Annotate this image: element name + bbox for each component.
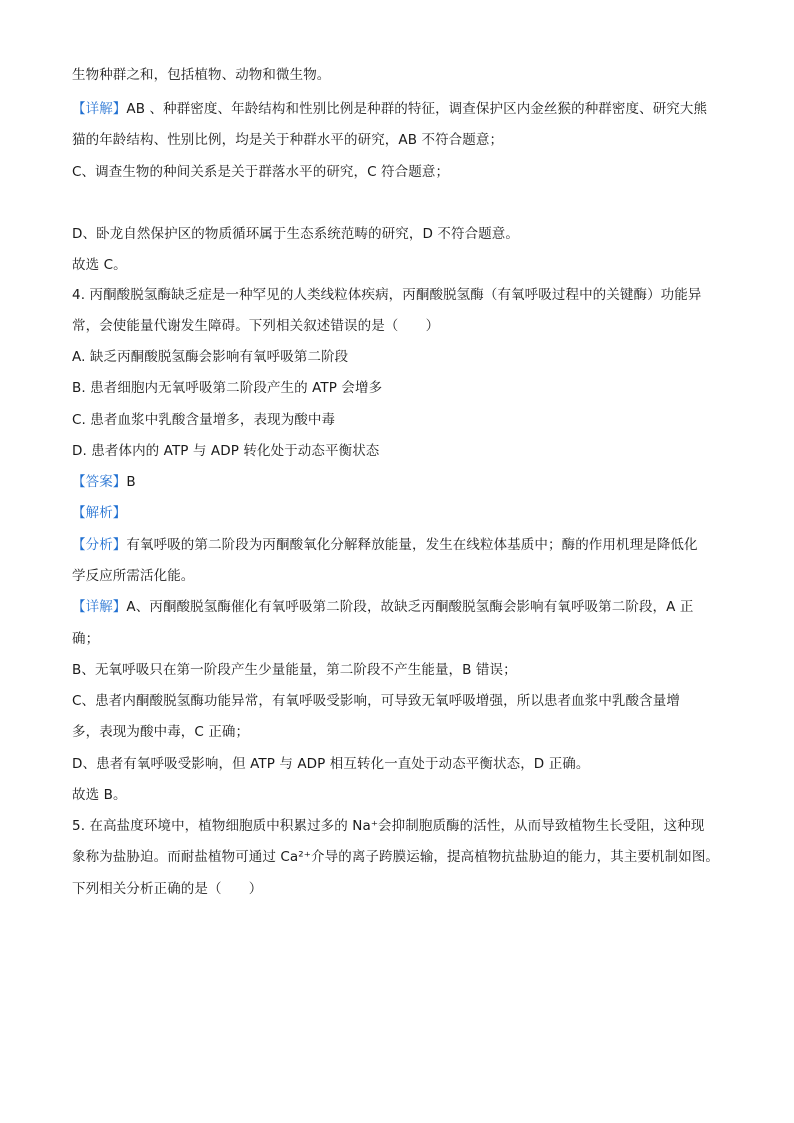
text-line: 常，会使能量代谢发生障碍。下列相关叙述错误的是（ ）	[72, 318, 440, 334]
section-tag: 【分析】	[72, 537, 127, 553]
analysis-heading	[72, 504, 126, 522]
question-4-stem: 4. 丙酮酸脱氢酶缺乏症是一种罕见的人类线粒体疾病，丙酮酸脱氢酶（有氧呼吸过程中的关键酶）功能异	[72, 287, 702, 303]
section-tag: 【详解】	[72, 101, 127, 117]
text-line: 【详解】A、丙酮酸脱氢酶催化有氧呼吸第二阶段，故缺乏丙酮酸脱氢酶会影响有氧呼吸第二阶段，A 正	[72, 599, 694, 615]
text-line: 确；	[72, 631, 100, 647]
option-d: D. 患者体内的 ATP 与 ADP 转化处于动态平衡状态	[72, 443, 380, 459]
question-5-stem: 5. 在高盐度环境中，植物细胞质中积累过多的 Na⁺会抑制胞质酶的活性，从而导致植物生长受阻，这种现	[72, 818, 705, 834]
section-tag: 【详解】	[72, 599, 127, 615]
text-line: 故选 B。	[72, 787, 127, 803]
text-line: 【详解】AB 、种群密度、年龄结构和性别比例是种群的特征，调查保护区内金丝猴的种群密度、研究大熊	[72, 101, 708, 117]
text-line: 多，表现为酸中毒，C 正确；	[72, 724, 250, 740]
section-tag: 【答案】	[72, 474, 127, 490]
text-line: 猫的年龄结构、性别比例，均是关于种群水平的研究，AB 不符合题意；	[72, 132, 504, 148]
text-line: 故选 C。	[72, 257, 127, 273]
text-line: C、患者内酮酸脱氢酶功能异常，有氧呼吸受影响，可导致无氧呼吸增强，所以患者血浆中乳酸含量增	[72, 693, 680, 709]
text-line: C、调查生物的种间关系是关于群落水平的研究，C 符合题意；	[72, 164, 450, 180]
answer-line: 【答案】B	[72, 474, 136, 490]
text-line: D、卧龙自然保护区的物质循环属于生态系统范畴的研究，D 不符合题意。	[72, 226, 519, 242]
text-line: D、患者有氧呼吸受影响，但 ATP 与 ADP 相互转化一直处于动态平衡状态，D 正确。	[72, 756, 590, 772]
text-line: 下列相关分析正确的是（ ）	[72, 881, 263, 897]
text-line: B、无氧呼吸只在第一阶段产生少量能量，第二阶段不产生能量，B 错误；	[72, 662, 517, 678]
option-a: A. 缺乏丙酮酸脱氢酶会影响有氧呼吸第二阶段	[72, 349, 349, 365]
text-line: 生物种群之和，包括植物、动物和微生物。	[72, 67, 331, 83]
text-line: 学反应所需活化能。	[72, 568, 195, 584]
text-line: 象称为盐胁迫。而耐盐植物可通过 Ca²⁺介导的离子跨膜运输，提高植物抗盐胁迫的能力，其主要机制如图。	[72, 849, 720, 865]
text-line: 【分析】有氧呼吸的第二阶段为丙酮酸氧化分解释放能量，发生在线粒体基质中；酶的作用机理是降低化	[72, 537, 698, 553]
section-tag: 【解析】	[72, 505, 127, 521]
option-b: B. 患者细胞内无氧呼吸第二阶段产生的 ATP 会增多	[72, 380, 383, 396]
option-c: C. 患者血浆中乳酸含量增多，表现为酸中毒	[72, 412, 336, 428]
